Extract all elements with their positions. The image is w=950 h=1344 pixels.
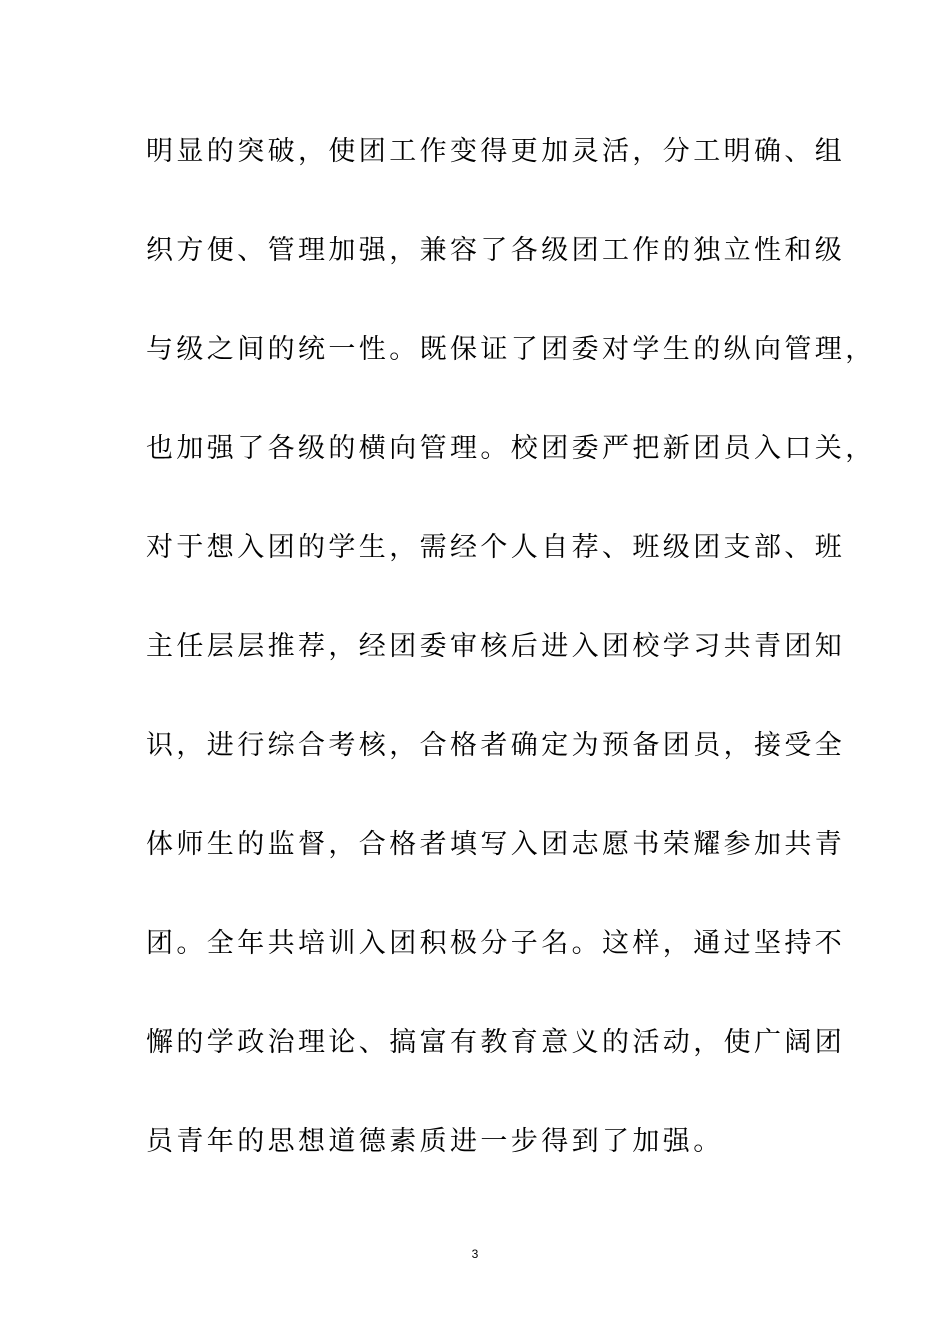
paragraph-line: 也加强了各级的横向管理。校团委严把新团员入口关， [146,433,876,464]
paragraph-line: 主任层层推荐，经团委审核后进入团校学习共青团知 [146,631,846,662]
page-number: 3 [471,1247,479,1261]
paragraph-line: 与级之间的统一性。既保证了团委对学生的纵向管理， [146,334,876,365]
paragraph-line: 识，进行综合考核，合格者确定为预备团员，接受全 [146,730,846,761]
paragraph-line: 懈的学政治理论、搞富有教育意义的活动，使广阔团 [146,1027,846,1058]
paragraph-line: 员青年的思想道德素质进一步得到了加强。 [146,1126,724,1157]
paragraph-line: 团。全年共培训入团积极分子名。这样，通过坚持不 [146,928,846,959]
paragraph-line: 织方便、管理加强，兼容了各级团工作的独立性和级 [146,235,846,266]
paragraph-line: 对于想入团的学生，需经个人自荐、班级团支部、班 [146,532,846,563]
paragraph-line: 体师生的监督，合格者填写入团志愿书荣耀参加共青 [146,829,846,860]
paragraph-line: 明显的突破，使团工作变得更加灵活，分工明确、组 [146,136,846,167]
